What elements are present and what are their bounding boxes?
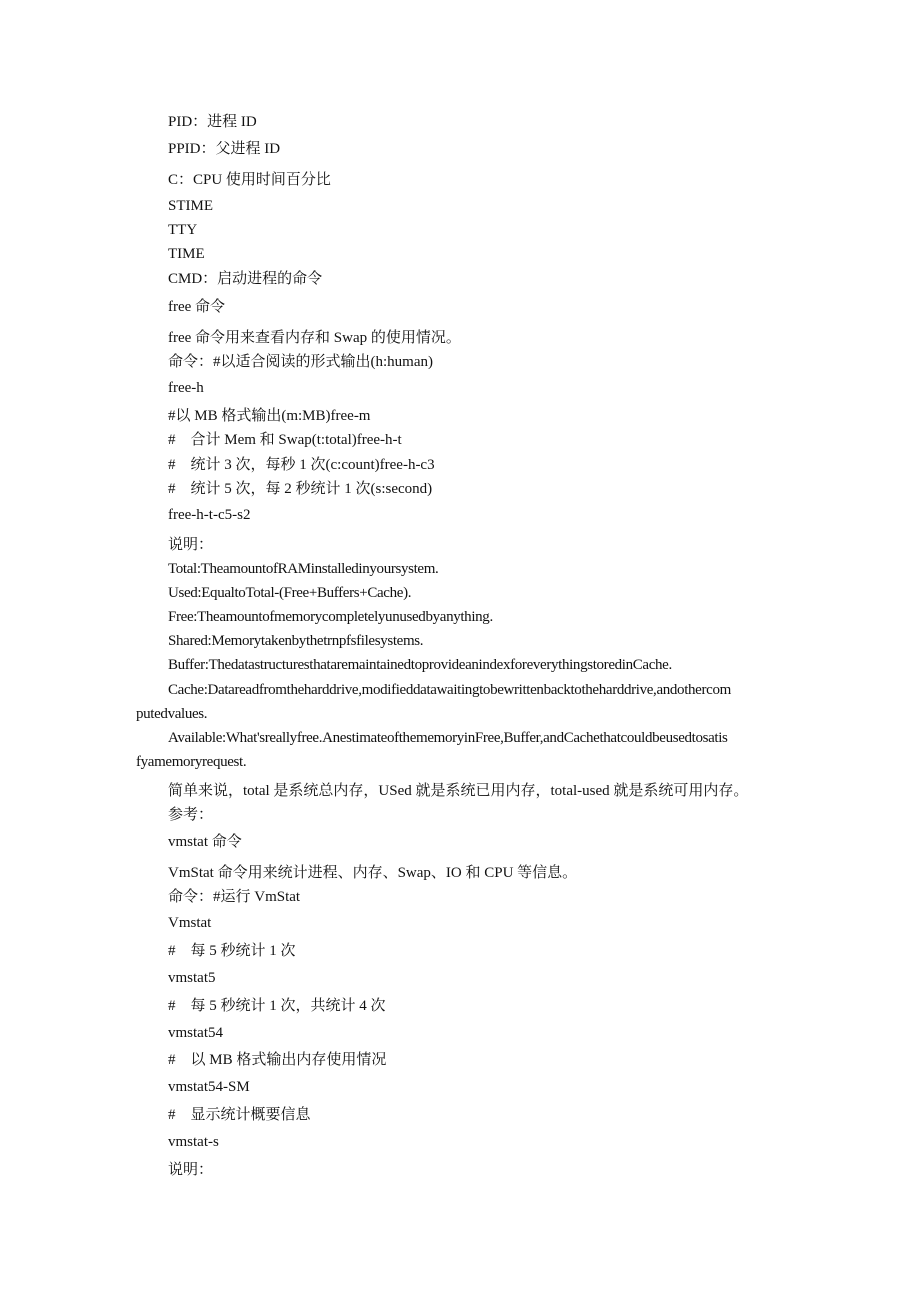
text-line: TTY (168, 222, 198, 238)
text-line: 命令：#运行 VmStat (168, 889, 301, 905)
section-heading: vmstat 命令 (168, 834, 242, 850)
text-line: STIME (168, 198, 213, 214)
command-line: # 统计 5 次，每 2 秒统计 1 次(s:second) (168, 481, 433, 497)
text-line: fyamemoryrequest. (136, 754, 247, 770)
command-line: # 每 5 秒统计 1 次 (168, 943, 296, 959)
text-line: CMD：启动进程的命令 (168, 271, 323, 287)
command-line: vmstat5 (168, 970, 216, 986)
section-heading: free 命令 (168, 299, 226, 315)
text-line: 参考： (168, 807, 214, 823)
text-line: Buffer:ThedatastructuresthataremaintainedtoprovideanindexforeverythingstoredinCache. (168, 657, 672, 673)
text-line: Free:Theamountofmemorycompletelyunusedbyanything. (168, 609, 493, 625)
command-line: vmstat54 (168, 1025, 223, 1041)
text-line: Shared:Memorytakenbythetrnpfsfilesystems. (168, 633, 424, 649)
command-line: # 显示统计概要信息 (168, 1107, 311, 1123)
text-line: C：CPU 使用时间百分比 (168, 172, 331, 188)
text-line: 说明： (168, 1162, 214, 1178)
text-line: free 命令用来查看内存和 Swap 的使用情况。 (168, 330, 461, 346)
text-line: Cache:Datareadfromtheharddrive,modifieddatawaitingtobewrittenbacktotheharddrive,andothercom (168, 682, 731, 698)
text-line: Used:EqualtoTotal-(Free+Buffers+Cache). (168, 585, 412, 601)
command-line: # 统计 3 次，每秒 1 次(c:count)free-h-c3 (168, 457, 435, 473)
text-line: 简单来说，total 是系统总内存，USed 就是系统已用内存，total-used 就是系统可用内存。 (168, 783, 749, 799)
text-line: 说明： (168, 537, 214, 553)
text-line: VmStat 命令用来统计进程、内存、Swap、IO 和 CPU 等信息。 (168, 865, 578, 881)
text-line: Available:What'sreallyfree.AnestimateofthememoryinFree,Buffer,andCachethatcouldbeusedtosatis (168, 730, 728, 746)
command-line: # 每 5 秒统计 1 次，共统计 4 次 (168, 998, 386, 1014)
text-line: 命令：#以适合阅读的形式输出(h:human) (168, 354, 433, 370)
text-line: TIME (168, 246, 205, 262)
command-line: vmstat54-SM (168, 1079, 250, 1095)
text-line: PPID：父进程 ID (168, 141, 281, 157)
text-line: PID：进程 ID (168, 114, 257, 130)
command-line: # 合计 Mem 和 Swap(t:total)free-h-t (168, 432, 402, 448)
text-line: Total:TheamountofRAMinstalledinyoursystem. (168, 561, 439, 577)
command-line: free-h-t-c5-s2 (168, 507, 251, 523)
text-line: putedvalues. (136, 706, 208, 722)
command-line: Vmstat (168, 915, 212, 931)
command-line: vmstat-s (168, 1134, 219, 1150)
command-line: #以 MB 格式输出(m:MB)free-m (168, 408, 371, 424)
command-line: # 以 MB 格式输出内存使用情况 (168, 1052, 387, 1068)
command-line: free-h (168, 380, 204, 396)
